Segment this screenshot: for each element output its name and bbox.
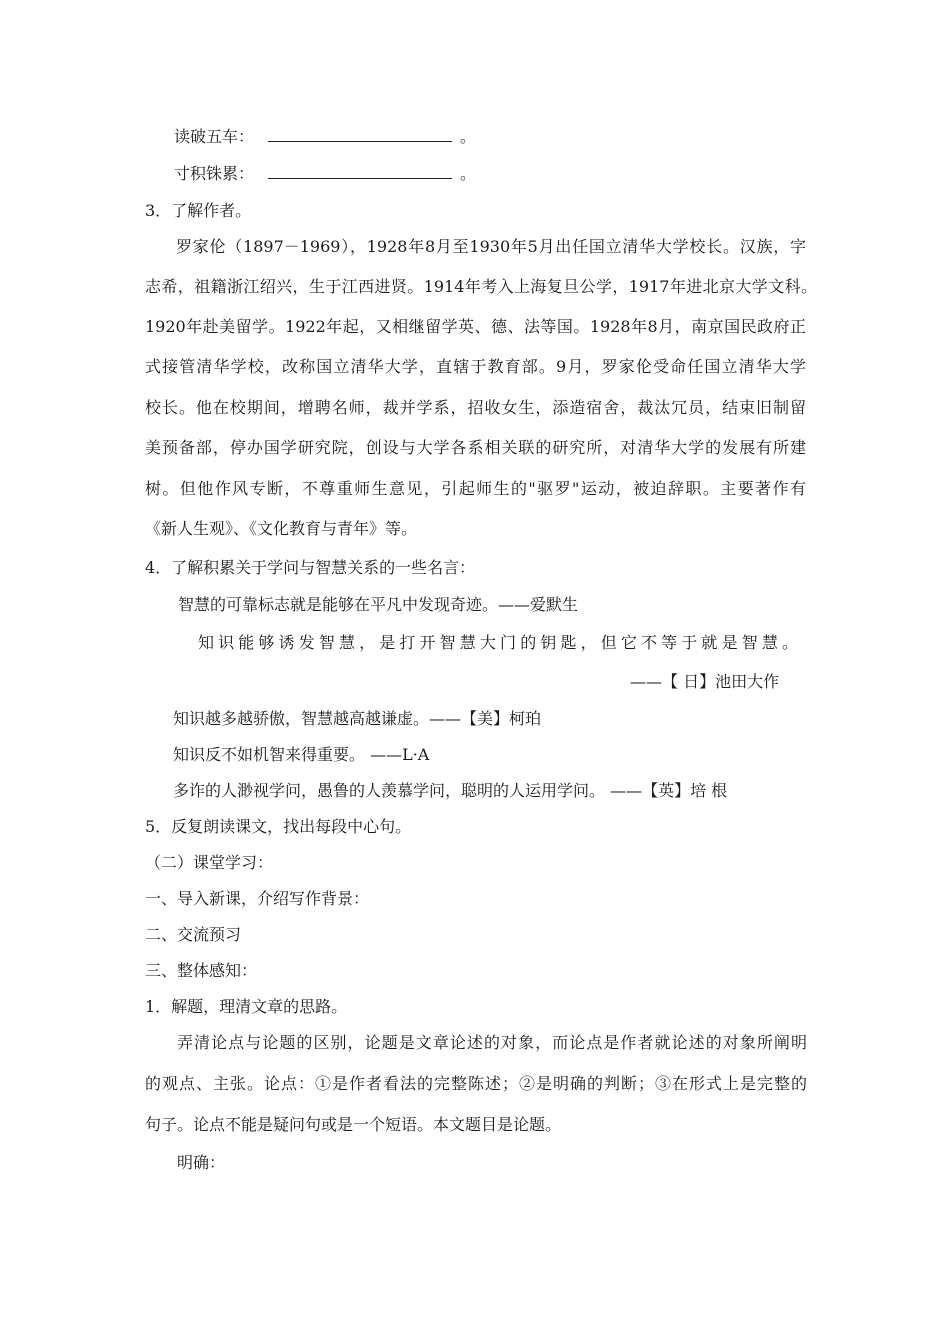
classroom-step-2: 二、交流预习 (145, 925, 242, 944)
section-3-heading: 3．了解作者。 (145, 201, 252, 220)
section-5-heading: 5．反复朗读课文，找出每段中心句。 (145, 817, 412, 836)
fill-blank-item-2 (174, 163, 476, 185)
fill-blank-end-2: 。 (460, 164, 477, 183)
answer-blank-2[interactable] (268, 164, 452, 179)
author-paragraph-line-5: 校长。他在校期间，增聘名师，裁并学系，招收女生，添造宿舍，裁汰冗员，结束旧制留 (145, 398, 806, 417)
quote-4: 知识反不如机智来得重要。 ——L·A (173, 745, 430, 764)
fill-blank-label-1: 读破五车： (174, 127, 255, 146)
quote-3: 知识越多越骄傲，智慧越高越谦虚。——【美】柯珀 (173, 709, 542, 728)
fill-blank-item-1 (174, 126, 476, 148)
sub-1-paragraph-line-1: 弄清论点与论题的区别，论题是文章论述的对象，而论点是作者就论述的对象所阐明 (177, 1033, 807, 1052)
sub-1-paragraph-line-2: 的观点、主张。论点：①是作者看法的完整陈述；②是明确的判断；③在形式上是完整的 (145, 1074, 807, 1093)
sub-1-heading: 1．解题，理清文章的思路。 (145, 997, 348, 1016)
fill-blank-label-2: 寸积铢累： (174, 164, 255, 183)
sub-1-paragraph-line-3: 句子。论点不能是疑问句或是一个短语。本文题目是论题。 (145, 1115, 562, 1134)
clarify-label: 明确： (177, 1153, 226, 1172)
author-paragraph-line-3: 1920年赴美留学。1922年起，又相继留学英、德、法等国。1928年8月，南京国民政府正 (145, 317, 806, 336)
author-paragraph-line-2: 志希，祖籍浙江绍兴，生于江西进贤。1914年考入上海复旦公学，1917年进北京大学文科。 (145, 277, 817, 296)
classroom-heading: （二）课堂学习： (145, 853, 274, 872)
author-paragraph-line-1: 罗家伦（1897－1969），1928年8月至1930年5月出任国立清华大学校长。汉族，字 (176, 237, 806, 256)
author-paragraph-line-7: 树。但他作风专断，不尊重师生意见，引起师生的"驱罗"运动，被迫辞职。主要著作有 (145, 479, 806, 498)
fill-blank-end-1: 。 (460, 127, 477, 146)
classroom-step-3: 三、整体感知： (145, 961, 258, 980)
classroom-step-1: 一、导入新课，介绍写作背景： (145, 889, 370, 908)
quote-2-source: ——【 日】池田大作 (630, 672, 780, 691)
answer-blank-1[interactable] (268, 127, 452, 142)
quote-2: 知识能够诱发智慧，是打开智慧大门的钥匙，但它不等于就是智慧。 (198, 633, 798, 652)
author-paragraph-line-6: 美预备部，停办国学研究院，创设与大学各系相关联的研究所，对清华大学的发展有所建 (145, 438, 806, 457)
section-4-heading: 4．了解积累关于学问与智慧关系的一些名言： (145, 558, 476, 577)
author-paragraph-line-8: 《新人生观》、《文化教育与青年》等。 (145, 519, 418, 538)
quote-1: 智慧的可靠标志就是能够在平凡中发现奇迹。——爱默生 (178, 595, 579, 614)
author-paragraph-line-4: 式接管清华学校，改称国立清华大学，直辖于教育部。9月，罗家伦受命任国立清华大学 (145, 357, 806, 376)
quote-5: 多诈的人渺视学问，愚鲁的人羡慕学问，聪明的人运用学问。 ——【英】培 根 (173, 781, 728, 800)
